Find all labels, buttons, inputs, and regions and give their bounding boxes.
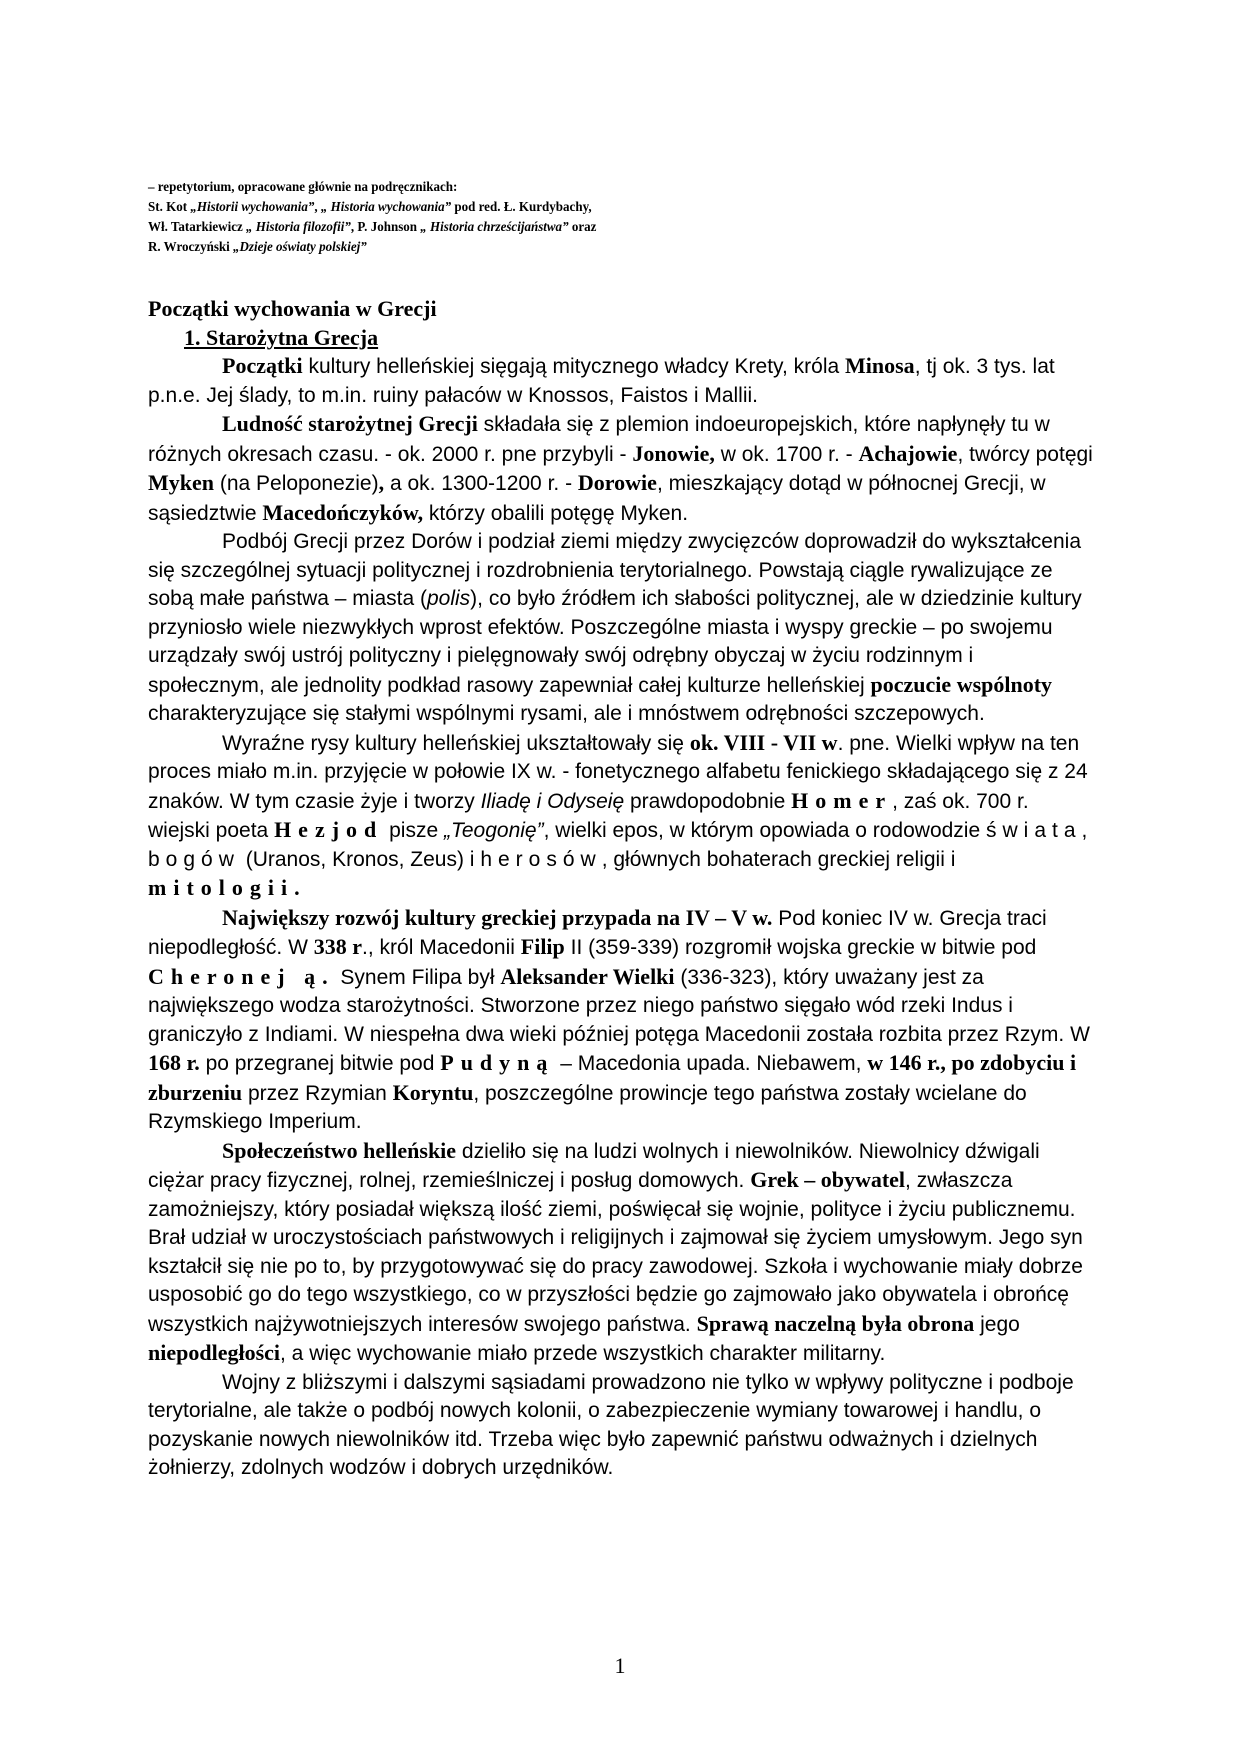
source-author: , P. Johnson	[350, 220, 421, 235]
document-body	[148, 294, 1093, 1483]
source-title: „Dzieje oświaty polskiej”	[233, 240, 367, 255]
page-number: 1	[614, 1653, 626, 1678]
source-author: St. Kot	[148, 200, 191, 215]
source-title: „ Historia filozofii”	[246, 220, 351, 235]
source-author: Wł. Tatarkiewicz	[148, 220, 247, 235]
paragraph-population: Ludność starożytnej Grecji składała się z plemion indoeuropejskich, które napłynęły tu w różnych okresach czasu. - ok. 2000 r. pne przybyli - Jonowie, w ok. 1700 r. - Achajowie, twórcy potęgi Myken (na Peloponezie), a ok. 1300-1200 r. - Dorowie, mieszkający dotąd w północnej Grecji, w sąsiedztwie Macedończyków, którzy obalili potęgę Myken.	[148, 411, 1093, 525]
paragraph-macedonia: Największy rozwój kultury greckiej przypada na IV – V w. Pod koniec IV w. Grecja traci niepodległość. W 338 r., król Macedonii Filip II (359-339) rozgromił wojska greckie w bitwie pod Cheronej ą. Synem Filipa był Aleksander Wielki (336-323), który uważany jest za największego wodza starożytności. Stworzone przez niego państwo sięgało wód rzeki Indus i graniczyło z Indiami. W niespełna dwa wieki później potęga Macedonii została rozbita przez Rzym. W 168 r. po przegranej bitwie pod Pudyną – Macedonia upada. Niebawem, w 146 r., po zdobyciu i zburzeniu przez Rzymian Koryntu, poszczególne prowincje tego państwa zostały wcielane do Rzymskiego Imperium.	[148, 904, 1090, 1133]
sources-header	[148, 178, 855, 258]
sources-line-1	[148, 178, 855, 198]
sources-line-4	[148, 238, 855, 258]
sources-line-3	[148, 218, 855, 238]
sources-intro: – repetytorium, opracowane głównie na podręcznikach:	[148, 180, 458, 195]
source-title: „ Historia chrześcijaństwa”	[420, 220, 569, 235]
source-separator: ,	[314, 200, 321, 215]
sources-line-2	[148, 198, 855, 218]
paragraph-polis: Podbój Grecji przez Dorów i podział ziemi między zwycięzców doprowadził do wykształcenia się szczególnej sytuacji politycznej i rozdrobnienia terytorialnego. Powstają ciągle rywalizujące ze sobą małe państwa – miasta (polis), co było źródłem ich słabości politycznej, ale w dziedzinie kultury przyniosło wiele niezwykłych wprost efektów. Poszczególne miasta i wyspy greckie – po swojemu urządzały swój ustrój polityczny i pielęgnowały swój odrębny obyczaj w życiu rodzinnym i społecznym, ale jednolity podkład rasowy zapewniał całej kulturze helleńskiej poczucie wspólnoty charakteryzujące się stałymi wspólnymi rysami, ale i mnóstwem odrębności szczepowych.	[148, 530, 1082, 725]
section-heading: 1. Starożytna Grecja	[184, 325, 379, 350]
paragraph-origins: Początki kultury helleńskiej sięgają mitycznego władcy Krety, króla Minosa, tj ok. 3 tys. lat p.n.e. Jej ślady, to m.in. ruiny pałaców w Knossos, Faistos i Mallii.	[148, 353, 1055, 407]
paragraph-wars: Wojny z bliższymi i dalszymi sąsiadami prowadzono nie tylko w wpływy polityczne i podboje terytorialne, ale także o podbój nowych kolonii, o zabezpieczenie wymiany towarowej i handlu, o pozyskanie nowych niewolników itd. Trzeba więc było zapewnić państwu odważnych i dzielnych żołnierzy, zdolnych wodzów i dobrych urzędników.	[148, 1370, 1074, 1479]
source-author: R. Wroczyński	[148, 240, 234, 255]
source-title: „ Historia wychowania”	[320, 200, 452, 215]
source-editor: pod red. Ł. Kurdybachy,	[451, 200, 592, 215]
paragraph-society: Społeczeństwo helleńskie dzieliło się na ludzi wolnych i niewolników. Niewolnicy dźwigali ciężar pracy fizycznej, rolnej, rzemieślniczej i posług domowych. Grek – obywatel, zwłaszcza zamożniejszy, który posiadał większą ilość ziemi, poświęcał się wojnie, polityce i życiu publicznemu. Brał udział w uroczystościach państwowych i religijnych i zajmował się życiem umysłowym. Jego syn kształcił się nie po to, by przygotowywać się do pracy zawodowej. Szkoła i wychowanie miały dobrze usposobić go do tego wszystkiego, co w przyszłości będzie go zajmowało jako obywatela i obrońcę wszystkich najżywotniejszych interesów swojego państwa. Sprawą naczelną była obrona jego niepodległości, a więc wychowanie miało przede wszystkich charakter militarny.	[148, 1137, 1083, 1365]
source-conjunction: oraz	[568, 220, 597, 235]
source-title: „Historii wychowania”	[190, 200, 315, 215]
paragraph-alphabet-homer: Wyraźne rysy kultury helleńskiej ukształtowały się ok. VIII - VII w. pne. Wielki wpływ na ten proces miało m.in. przyjęcie w połowie IX w. - fonetycznego alfabetu fenickiego składającego się z 24 znaków. W tym czasie żyje i tworzy Iliadę i Odyseię prawdopodobnie Homer, zaś ok. 700 r. wiejski poeta Hezjod pisze „Teogonię”, wielki epos, w którym opowiada o rodowodzie świata, bogów (Uranos, Kronos, Zeus) i herosów, głównych bohaterach greckiej religii i mitologii.	[148, 729, 1088, 900]
document-title: Początki wychowania w Grecji	[148, 296, 437, 321]
